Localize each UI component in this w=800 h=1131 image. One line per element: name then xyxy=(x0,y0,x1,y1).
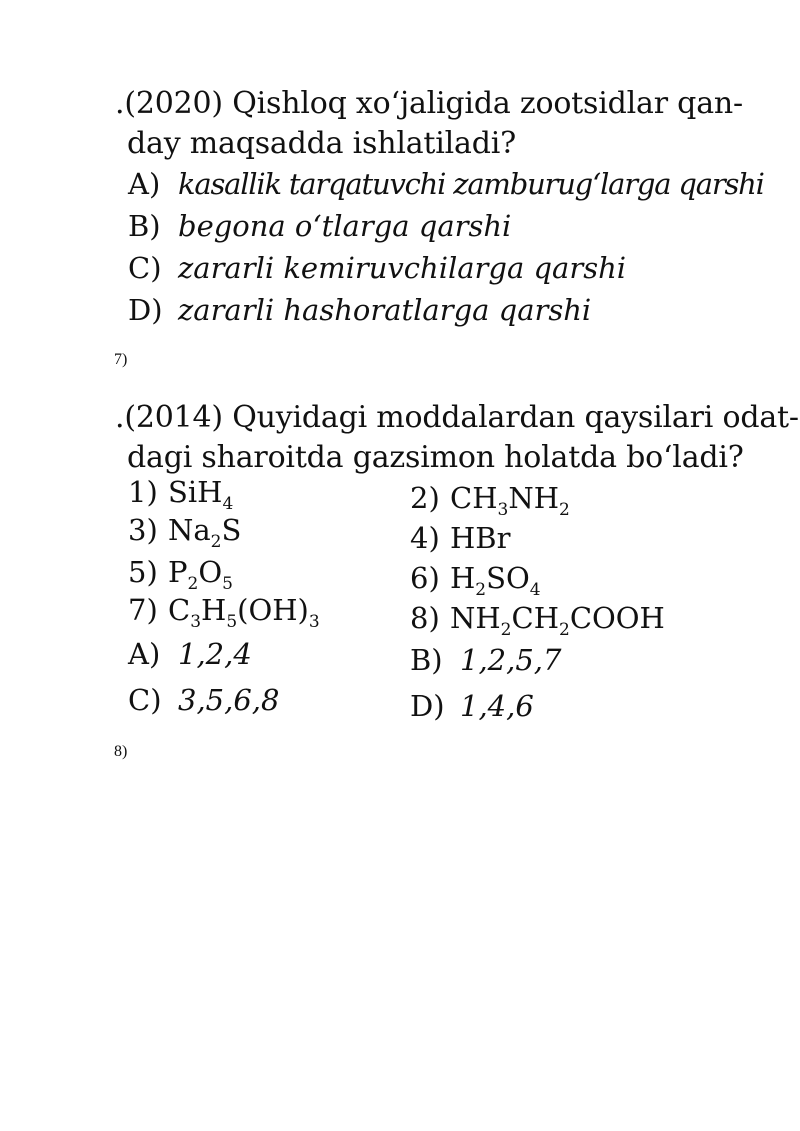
formula-symbol: CH xyxy=(511,601,559,635)
formula-symbol: P xyxy=(168,555,188,589)
question-2-answer-c xyxy=(128,680,279,720)
question-1-option-d xyxy=(128,290,591,330)
formula-number: 6) xyxy=(410,561,440,595)
formula-subscript: 2 xyxy=(187,574,199,594)
formula-number: 5) xyxy=(128,555,158,589)
formula-symbol: COOH xyxy=(569,601,665,635)
question-2-answer-a xyxy=(128,634,252,674)
option-letter: B) xyxy=(128,209,161,243)
answer-text: 1,4,6 xyxy=(460,689,534,723)
formula-item-2 xyxy=(410,478,570,518)
question-2-line-1: .(2014) Quyidagi moddalardan qaysilari odat- xyxy=(115,400,799,435)
formula-item-6 xyxy=(410,558,541,598)
answer-letter: A) xyxy=(128,637,161,671)
question-2-answer-d xyxy=(410,686,534,726)
answer-text: 1,2,4 xyxy=(178,637,252,671)
formula-symbol: H xyxy=(450,561,476,595)
formula-subscript: 3 xyxy=(497,500,509,520)
formula-subscript: 5 xyxy=(226,612,238,632)
answer-text: 3,5,6,8 xyxy=(178,683,280,717)
formula-subscript: 2 xyxy=(558,620,570,640)
formula-item-3 xyxy=(128,510,241,550)
formula-symbol: H xyxy=(201,593,227,627)
formula-symbol: NH xyxy=(508,481,559,515)
question-1-option-a xyxy=(128,164,764,204)
question-1-option-c xyxy=(128,248,626,288)
formula-symbol: C xyxy=(168,593,191,627)
formula-symbol: SO xyxy=(486,561,530,595)
option-text: zararli hashoratlarga qarshi xyxy=(178,293,592,327)
option-text: begona o‘tlarga qarshi xyxy=(178,209,512,243)
formula-item-1 xyxy=(128,472,233,512)
formula-item-8 xyxy=(410,598,665,638)
formula-number: 1) xyxy=(128,475,158,509)
answer-letter: C) xyxy=(128,683,162,717)
formula-subscript: 2 xyxy=(210,532,222,552)
formula-subscript: 4 xyxy=(529,580,541,600)
formula-number: 8) xyxy=(410,601,440,635)
formula-item-7 xyxy=(128,590,320,630)
option-letter: C) xyxy=(128,251,162,285)
formula-item-4 xyxy=(410,518,510,558)
question-2-text xyxy=(115,398,799,478)
formula-symbol: O xyxy=(198,555,223,589)
formula-number: 7) xyxy=(128,593,158,627)
formula-symbol: S xyxy=(221,513,242,547)
formula-subscript: 5 xyxy=(222,574,233,594)
formula-subscript: 2 xyxy=(500,620,512,640)
formula-subscript: 2 xyxy=(558,500,570,520)
option-text: kasallik tarqatuvchi zamburug‘larga qarshi xyxy=(178,167,764,201)
formula-number: 2) xyxy=(410,481,440,515)
option-letter: D) xyxy=(128,293,163,327)
formula-subscript: 3 xyxy=(190,612,202,632)
question-2-answer-b xyxy=(410,640,561,680)
formula-subscript: 4 xyxy=(222,494,234,514)
formula-subscript: 3 xyxy=(308,612,320,632)
answer-text: 1,2,5,7 xyxy=(460,643,562,677)
question-1-line-2: day maqsadda ishlatiladi? xyxy=(127,126,517,161)
option-text: zararli kemiruvchilarga qarshi xyxy=(178,251,627,285)
answer-letter: B) xyxy=(410,643,443,677)
formula-symbol: HBr xyxy=(450,521,511,555)
formula-item-5 xyxy=(128,552,233,592)
formula-symbol: CH xyxy=(450,481,498,515)
question-1-option-b xyxy=(128,206,511,246)
formula-symbol: (OH) xyxy=(237,593,309,627)
formula-number: 4) xyxy=(410,521,440,555)
formula-subscript: 2 xyxy=(475,580,487,600)
formula-number: 3) xyxy=(128,513,158,547)
question-1-text xyxy=(115,84,755,164)
question-marker-7: 7) xyxy=(114,351,128,368)
question-2-line-2: dagi sharoitda gazsimon holatda bo‘ladi? xyxy=(127,440,744,475)
answer-letter: D) xyxy=(410,689,445,723)
option-letter: A) xyxy=(128,167,161,201)
formula-symbol: NH xyxy=(450,601,501,635)
formula-symbol: Na xyxy=(168,513,211,547)
formula-symbol: SiH xyxy=(168,475,223,509)
question-1-line-1: .(2020) Qishloq xo‘jaligida zootsidlar qan- xyxy=(115,86,743,121)
question-marker-8: 8) xyxy=(114,743,128,760)
